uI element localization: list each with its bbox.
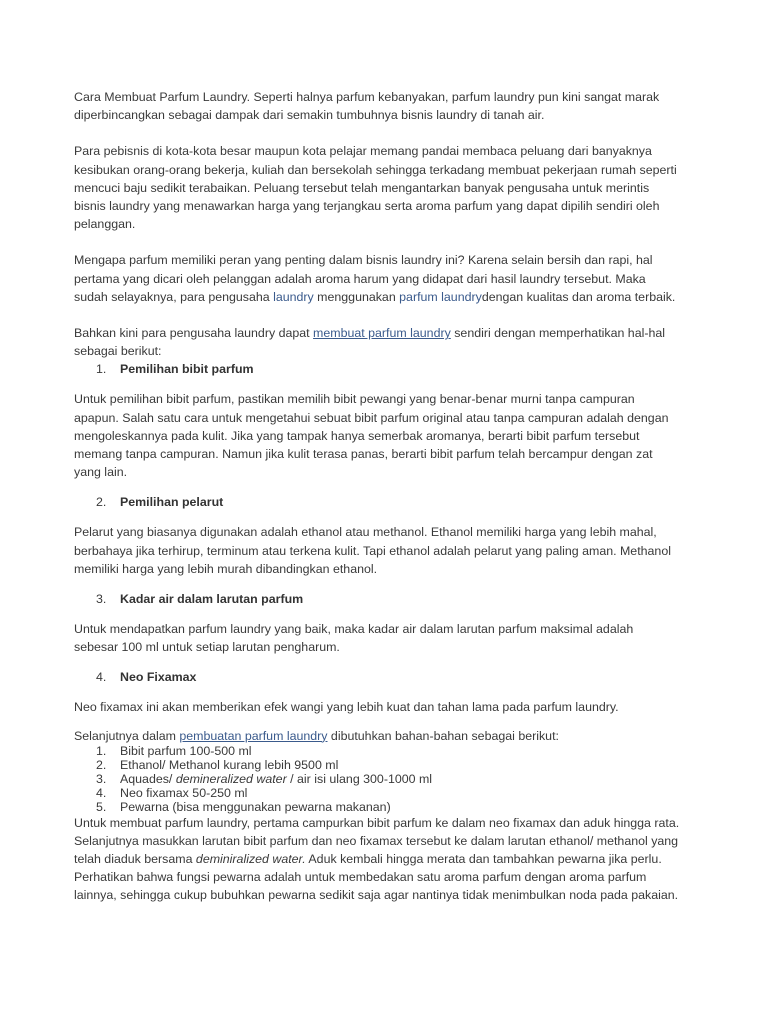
- intro-paragraph-3: [74, 251, 680, 306]
- intro-p3-text-b: menggunakan: [313, 289, 400, 304]
- section-heading-4: [74, 668, 680, 686]
- list-item-text-b: / air isi ulang 300-1000 ml: [286, 771, 433, 786]
- section-title: Neo Fixamax: [120, 670, 197, 685]
- list-item: [74, 786, 680, 800]
- section-body-1: Untuk pemilihan bibit parfum, pastikan memilih bibit pewangi yang benar-benar murni tanpa campuran apapun. Salah satu cara untuk mengetahui sebuat bibit parfum original atau tanpa campuran adalah dengan mengoleskannya pada kulit. Jika yang tampak hanya semerbak aromanya, berarti bibit parfum tersebut memang tanpa campuran. Namun jika kulit terasa panas, berarti bibit parfum telah bercampur dengan zat yang lain.: [74, 392, 669, 480]
- materials-intro-text-b: dibutuhkan bahan-bahan sebagai berikut:: [327, 728, 559, 743]
- closing-text-b: Aduk kembali hingga merata dan tambahkan pewarna jika perlu. Perhatikan bahwa fungsi pewarna adalah untuk membedakan satu aroma parfum dengan aroma parfum lainnya, sehingga cukup bubuhkan pewarna sedikit saja agar nantinya tidak menimbulkan noda pada pakaian.: [74, 852, 679, 903]
- list-item-number: 5.: [96, 799, 107, 814]
- section-heading-3: [74, 590, 680, 608]
- intro-p4-text-a: Bahkan kini para pengusaha laundry dapat: [74, 326, 314, 341]
- closing-paragraph: [74, 814, 680, 905]
- list-item-text: Pewarna (bisa menggunakan pewarna makanan): [120, 799, 391, 814]
- intro-p3-word-parfum-laundry: parfum laundry: [399, 289, 482, 304]
- list-item-text-a: Aquades/: [120, 771, 176, 786]
- section-title: Kadar air dalam larutan parfum: [120, 592, 304, 607]
- section-heading-2: [74, 493, 680, 511]
- intro-p4-text-b: sendiri dengan memperhatikan hal-hal sebagai berikut:: [74, 326, 666, 359]
- intro-p3-word-laundry: laundry: [273, 289, 314, 304]
- document-page: [74, 88, 680, 905]
- materials-intro: [74, 729, 680, 744]
- closing-text-em: deminiralized water.: [195, 852, 306, 867]
- section-body-3: Untuk mendapatkan parfum laundry yang baik, maka kadar air dalam larutan parfum maksimal adalah sebesar 100 ml untuk setiap larutan pengharum.: [74, 622, 634, 655]
- list-item: [74, 800, 680, 814]
- section-title: Pemilihan bibit parfum: [120, 362, 254, 377]
- list-item-number: 3.: [96, 771, 107, 786]
- materials-intro-text-a: Selanjutnya dalam: [74, 728, 180, 743]
- list-item: [74, 772, 680, 786]
- intro-p3-text-a: Mengapa parfum memiliki peran yang penting dalam bisnis laundry ini? Karena selain bersih dan rapi, hal pertama yang dicari oleh pelanggan adalah aroma harum yang didapat dari hasil laundry tersebut. Maka sudah selayaknya, para pengusaha: [74, 253, 653, 304]
- section-body-2: Pelarut yang biasanya digunakan adalah ethanol atau methanol. Ethanol memiliki harga yang lebih mahal, berbahaya jika terhirup, terminum atau terkena kulit. Tapi ethanol adalah pelarut yang paling aman. Methanol memiliki harga yang lebih murah dibandingkan ethanol.: [74, 525, 671, 576]
- list-item-number: 1.: [96, 743, 107, 758]
- link-membuat-parfum-laundry[interactable]: membuat parfum laundry: [313, 326, 451, 341]
- list-item-text: Neo fixamax 50-250 ml: [120, 785, 248, 800]
- materials-list: [74, 744, 680, 814]
- intro-paragraph-2: Para pebisnis di kota-kota besar maupun kota pelajar memang pandai membaca peluang dari banyaknya kesibukan orang-orang bekerja, kuliah dan bersekolah sehingga terkadang membuat pekerjaan rumah seperti mencuci baju sedikit terabaikan. Peluang tersebut telah mengantarkan banyak pengusaha untuk merintis bisnis laundry yang menawarkan harga yang terjangkau serta aroma parfum yang dapat dipilih sendiri oleh pelanggan.: [74, 144, 677, 232]
- section-body-4: Neo fixamax ini akan memberikan efek wangi yang lebih kuat dan tahan lama pada parfum laundry.: [74, 700, 619, 715]
- list-item-text: Bibit parfum 100-500 ml: [120, 743, 252, 758]
- section-title: Pemilihan pelarut: [120, 495, 224, 510]
- list-item: [74, 744, 680, 758]
- section-number: 2.: [96, 495, 107, 510]
- list-item-text: Ethanol/ Methanol kurang lebih 9500 ml: [120, 757, 339, 772]
- list-item-text-em: demineralized water: [175, 771, 287, 786]
- list-item: [74, 758, 680, 772]
- section-heading-1: [74, 360, 680, 378]
- section-number: 1.: [96, 362, 107, 377]
- list-item-text: [120, 772, 432, 786]
- intro-paragraph-1: Cara Membuat Parfum Laundry. Seperti halnya parfum kebanyakan, parfum laundry pun kini sangat marak diperbincangkan sebagai dampak dari semakin tumbuhnya bisnis laundry di tanah air.: [74, 90, 660, 123]
- section-number: 4.: [96, 670, 107, 685]
- intro-p3-text-c: dengan kualitas dan aroma terbaik.: [481, 289, 676, 304]
- intro-paragraph-4: [74, 324, 680, 360]
- section-number: 3.: [96, 592, 107, 607]
- list-item-number: 2.: [96, 757, 107, 772]
- list-item-number: 4.: [96, 785, 107, 800]
- closing-text-a: Untuk membuat parfum laundry, pertama campurkan bibit parfum ke dalam neo fixamax dan aduk hingga rata. Selanjutnya masukkan larutan bibit parfum dan neo fixamax tersebut ke dalam larutan ethanol/ methanol yang telah diaduk bersama: [74, 815, 680, 867]
- link-pembuatan-parfum-laundry[interactable]: pembuatan parfum laundry: [179, 728, 328, 743]
